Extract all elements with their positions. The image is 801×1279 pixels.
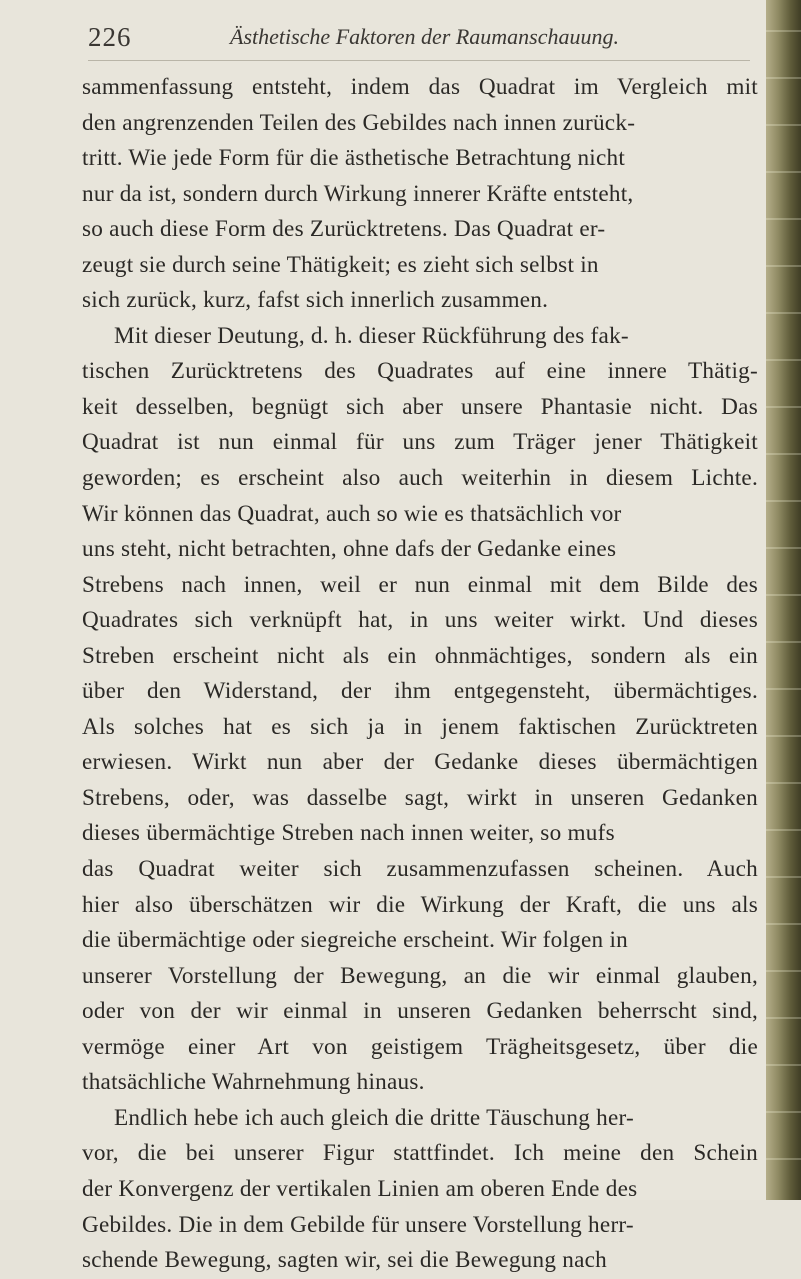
text-line: die übermächtige oder siegreiche erscheint. Wir folgen in: [82, 927, 628, 954]
text-line: dieses übermächtige Streben nach innen weiter, so mufs: [82, 820, 615, 847]
page-header: [0, 22, 766, 54]
text-line: schende Bewegung, sagten wir, sei die Bewegung nach: [82, 1247, 608, 1274]
text-line: nur da ist, sondern durch Wirkung innerer Kräfte entsteht,: [82, 180, 634, 207]
edge-streak: [766, 124, 801, 126]
edge-streak: [766, 218, 801, 220]
edge-streak: [766, 312, 801, 314]
edge-streak: [766, 594, 801, 596]
text-line: Mit dieser Deutung, d. h. dieser Rückführung des fak-: [114, 322, 629, 349]
text-line: das Quadrat weiter sich zusammenzufassen scheinen. Auch: [82, 856, 758, 883]
page-number: 226: [88, 22, 132, 52]
edge-streak: [766, 1158, 801, 1160]
text-line: den angrenzenden Teilen des Gebildes nach innen zurück-: [82, 109, 636, 136]
edge-streak: [766, 735, 801, 737]
text-line: Als solches hat es sich ja in jenem faktischen Zurücktreten: [82, 713, 758, 740]
text-line: uns steht, nicht betrachten, ohne dafs der Gedanke eines: [82, 536, 617, 563]
edge-streak: [766, 782, 801, 784]
text-line: erwiesen. Wirkt nun aber der Gedanke dieses übermächtigen: [82, 749, 758, 776]
text-line: Endlich hebe ich auch gleich die dritte Täuschung her-: [114, 1104, 634, 1131]
text-line: keit desselben, begnügt sich aber unsere Phantasie nicht. Das: [82, 393, 758, 420]
edge-streak: [766, 77, 801, 79]
edge-streak: [766, 171, 801, 173]
edge-streak: [766, 1111, 801, 1113]
text-line: vermöge einer Art von geistigem Trägheitsgesetz, über die: [82, 1033, 758, 1060]
edge-streak: [766, 688, 801, 690]
text-line: vor, die bei unserer Figur stattfindet. Ich meine den Schein: [82, 1140, 758, 1167]
edge-streak: [766, 1017, 801, 1019]
text-line: hier also überschätzen wir die Wirkung der Kraft, die uns als: [82, 891, 758, 918]
edge-streak: [766, 30, 801, 32]
text-line: Strebens, oder, was dasselbe sagt, wirkt in unseren Gedanken: [82, 784, 758, 811]
edge-streak: [766, 547, 801, 549]
text-line: sich zurück, kurz, fafst sich innerlich zusammen.: [82, 287, 549, 314]
text-line: Streben erscheint nicht als ein ohnmächtiges, sondern als ein: [82, 642, 758, 669]
text-line: tritt. Wie jede Form für die ästhetische Betrachtung nicht: [82, 145, 626, 172]
body-text: [82, 70, 758, 1279]
running-head: Ästhetische Faktoren der Raumanschauung.: [230, 24, 619, 49]
page-edge: [766, 0, 801, 1200]
text-line: zeugt sie durch seine Thätigkeit; es zieht sich selbst in: [82, 251, 599, 278]
text-line: geworden; es erscheint also auch weiterhin in diesem Lichte.: [82, 465, 758, 492]
text-line: so auch diese Form des Zurücktretens. Das Quadrat er-: [82, 216, 606, 243]
text-line: thatsächliche Wahrnehmung hinaus.: [82, 1069, 425, 1096]
text-line: oder von der wir einmal in unseren Gedanken beherrscht sind,: [82, 998, 758, 1025]
edge-streak: [766, 970, 801, 972]
edge-streak: [766, 1064, 801, 1066]
edge-streak: [766, 641, 801, 643]
edge-streak: [766, 359, 801, 361]
text-line: Strebens nach innen, weil er nun einmal mit dem Bilde des: [82, 571, 758, 598]
edge-streak: [766, 829, 801, 831]
header-rule: [88, 60, 750, 61]
edge-streak: [766, 453, 801, 455]
edge-streak: [766, 406, 801, 408]
text-line: über den Widerstand, der ihm entgegensteht, übermächtiges.: [82, 678, 758, 705]
text-line: sammenfassung entsteht, indem das Quadrat im Vergleich mit: [82, 74, 758, 100]
text-line: tischen Zurücktretens des Quadrates auf eine innere Thätig-: [82, 358, 758, 385]
text-line: Gebildes. Die in dem Gebilde für unsere Vorstellung herr-: [82, 1211, 634, 1238]
edge-streak: [766, 923, 801, 925]
text-line: Quadrat ist nun einmal für uns zum Träger jener Thätigkeit: [82, 429, 758, 456]
text-line: Quadrates sich verknüpft hat, in uns weiter wirkt. Und dieses: [82, 607, 758, 634]
edge-streak: [766, 500, 801, 502]
edge-streak: [766, 876, 801, 878]
edge-streak: [766, 265, 801, 267]
text-line: unserer Vorstellung der Bewegung, an die wir einmal glauben,: [82, 962, 758, 989]
text-line: Wir können das Quadrat, auch so wie es thatsächlich vor: [82, 500, 622, 527]
text-line: der Konvergenz der vertikalen Linien am oberen Ende des: [82, 1175, 638, 1202]
